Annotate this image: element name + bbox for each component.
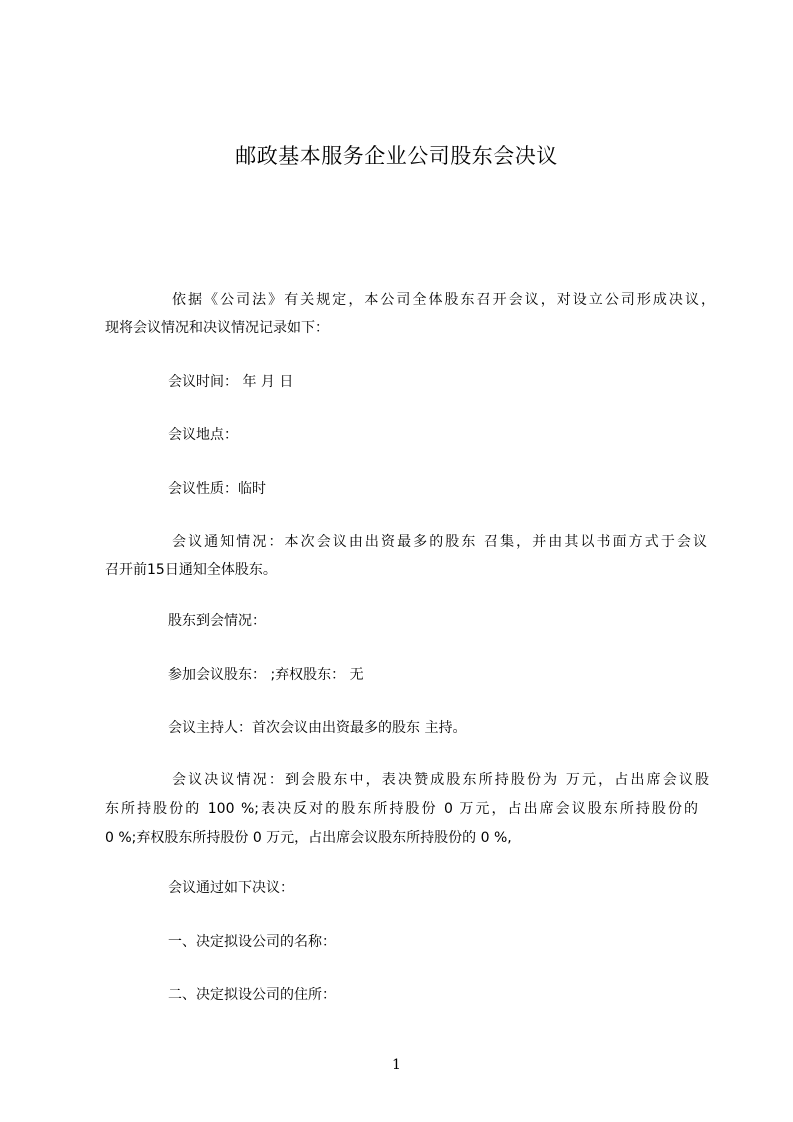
resolution-item-1: 一、决定拟设公司的名称： (168, 934, 336, 950)
meeting-time: 会议时间： 年 月 日 (168, 374, 294, 390)
page-number: 1 (392, 1057, 401, 1073)
resolution-paragraph-line-2: 东所持股份的 100 %;表决反对的股东所持股份 0 万元，占出席会议股东所持股份的 (105, 801, 698, 817)
meeting-nature: 会议性质：临时 (168, 481, 266, 497)
document-title: 邮政基本服务企业公司股东会决议 (235, 144, 558, 168)
attendance-heading: 股东到会情况： (168, 613, 266, 629)
intro-paragraph-line-1: 依据《公司法》有关规定，本公司全体股东召开会议，对设立公司形成决议， (172, 292, 715, 308)
resolution-item-2: 二、决定拟设公司的住所： (168, 987, 336, 1003)
resolution-paragraph-line-3: 0 %;弃权股东所持股份 0 万元，占出席会议股东所持股份的 0 %, (105, 830, 512, 846)
resolution-paragraph-line-1: 会议决议情况：到会股东中，表决赞成股东所持股份为 万元，占出席会议股 (172, 772, 709, 788)
participants-line: 参加会议股东： ;弃权股东： 无 (168, 667, 364, 683)
intro-paragraph-line-2: 现将会议情况和决议情况记录如下： (105, 320, 329, 336)
notice-paragraph-line-2: 召开前15日通知全体股东。 (105, 562, 277, 578)
resolutions-heading: 会议通过如下决议： (168, 880, 294, 896)
meeting-place: 会议地点： (168, 427, 238, 443)
notice-paragraph-line-1: 会议通知情况：本次会议由出资最多的股东 召集，并由其以书面方式于会议 (172, 534, 707, 550)
host-line: 会议主持人：首次会议由出资最多的股东 主持。 (168, 720, 467, 736)
